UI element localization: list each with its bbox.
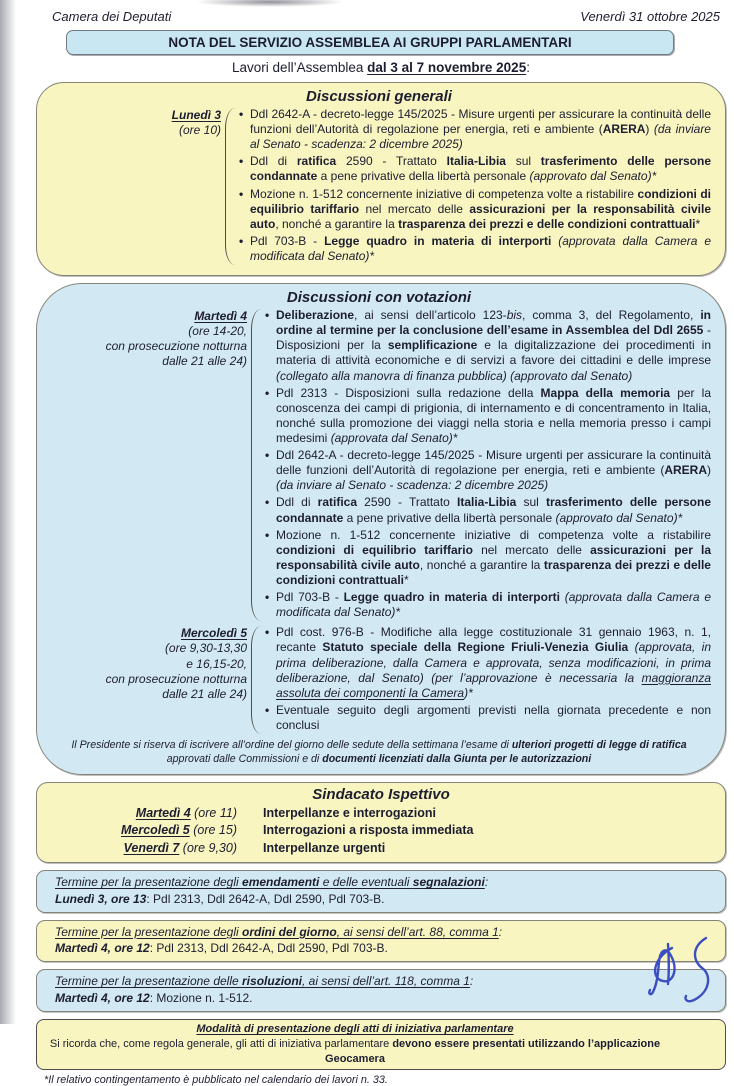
document-content	[36, 0, 726, 1086]
agenda-item: • Deliberazione, ai sensi dell’articolo 123-bis, comma 3, del Regolamento, in ordine al termine per la conclusione dell’esame in Assemblea del Ddl 2655 - Disposizioni per la semplificazione e la digitalizzazione dei procedimenti in materia di attività economiche e di servizi a favore dei cittadini e delle imprese (collegato alla manovra di finanza pubblica) (approvato dal Senato)	[265, 308, 711, 384]
inspection-row	[49, 822, 713, 840]
document-header	[36, 0, 726, 29]
agenda-item: • Mozione n. 1-512 concernente iniziative di competenza volte a ristabilire condizioni di equilibrio tariffario nel mercato delle assicurazioni per la responsabilità civile auto, nonché a garantire la trasparenza dei prezzi e delle condizioni contrattuali*	[265, 528, 711, 588]
deadline-heading: Termine per la presentazione degli ordini del giorno, ai sensi dell’art. 88, comma 1:	[55, 924, 503, 939]
section-discussioni-con-votazioni	[36, 283, 726, 774]
inspection-row	[49, 805, 713, 823]
title-box	[66, 30, 674, 55]
day-schedule-row	[45, 107, 713, 266]
subtitle: Lavori dell’Assemblea dal 3 al 7 novembre 2025:	[232, 60, 530, 75]
notice-title: Modalità di presentazione degli atti di iniziativa parlamentare	[196, 1022, 514, 1035]
inspection-when: Mercoledì 5 (ore 15)	[120, 823, 237, 838]
inspection-what: Interpellanze e interrogazioni	[263, 805, 436, 820]
agenda-item: • Ddl di ratifica 2590 - Trattato Italia-Libia sul trasferimento delle persone condannate a pene privative della libertà personale (approvato dal Senato)*	[265, 495, 711, 525]
agenda-item: • Ddl 2642-A - decreto-legge 145/2025 - Misure urgenti per assicurare la continuità delle funzioni dell’Autorità di regolazione per energia, reti e ambiente (ARERA) (da inviare al Senato - scadenza: 2 dicembre 2025)	[239, 107, 711, 152]
deadline-heading: Termine per la presentazione degli emendamenti e delle eventuali segnalazioni:	[55, 875, 489, 890]
scan-edge-shadow	[0, 0, 16, 1024]
inspection-when: Venerdì 7 (ore 9,30)	[123, 840, 237, 855]
day-schedule-row	[45, 625, 713, 735]
notice-modalita-presentazione	[36, 1019, 726, 1071]
section-title: Discussioni generali	[306, 88, 452, 105]
day-label: Lunedì 3 (ore 10)	[171, 108, 221, 138]
notice-body: Si ricorda che, come regola generale, gli atti di iniziativa parlamentare devono essere presentati utilizzando l’applicazione Geocamera	[49, 1037, 661, 1065]
inspection-row	[49, 840, 713, 858]
inspection-what: Interpellanze urgenti	[263, 840, 386, 855]
section-discussioni-generali	[36, 82, 726, 276]
day-label: Martedì 4 (ore 14-20, con prosecuzione notturna dalle 21 alle 24)	[105, 309, 247, 369]
deadline-heading: Termine per la presentazione delle risoluzioni, ai sensi dell’art. 118, comma 1:	[55, 974, 474, 989]
agenda-item: • Ddl 2642-A - decreto-legge 145/2025 - Misure urgenti per assicurare la continuità delle funzioni dell’Autorità di regolazione per energia, reti e ambiente (ARERA) (da inviare al Senato - scadenza: 2 dicembre 2025)	[265, 448, 711, 493]
agenda-item: • Ddl di ratifica 2590 - Trattato Italia-Libia sul trasferimento delle persone condannate a pene privative della libertà personale (approvato dal Senato)*	[239, 154, 711, 184]
agenda-list	[239, 107, 713, 266]
inspection-when: Martedì 4 (ore 11)	[135, 805, 237, 820]
section-title: Sindacato Ispettivo	[312, 785, 450, 803]
deadline-detail: Lunedì 3, ore 13: Pdl 2313, Ddl 2642-A, Ddl 2590, Pdl 703-B.	[55, 891, 385, 906]
schedule-days	[45, 308, 713, 735]
president-reservation-note: Il Presidente si riserva di iscrivere all’ordine del giorno delle sedute della settimana l’esame di ulteriori progetti di legge di ratifica approvati dalle Commissioni e di documenti licenziati dalla Giunta per le autorizzazioni	[71, 739, 687, 765]
section-sindacato-ispettivo	[36, 782, 726, 864]
deadline-detail: Martedì 4, ore 12: Pdl 2313, Ddl 2642-A, Ddl 2590, Pdl 703-B.	[55, 941, 388, 956]
page-title: NOTA DEL SERVIZIO ASSEMBLEA AI GRUPPI PARLAMENTARI	[168, 35, 572, 50]
agenda-item: • Eventuale seguito degli argomenti previsti nella giornata precedente e non conclusi	[265, 703, 711, 733]
agenda-list	[265, 625, 713, 735]
bracket-parenthesis	[251, 626, 262, 734]
agenda-item: • Pdl cost. 976-B - Modifiche alla legge costituzionale 31 gennaio 1963, n. 1, recante Statuto speciale della Regione Friuli-Venezia Giulia (approvata, in prima deliberazione, dalla Camera e approvata, senza modificazioni, in prima deliberazione, dal Senato) (per l’approvazione è necessaria la maggioranza assoluta dei componenti la Camera)*	[265, 625, 711, 701]
schedule-days	[45, 107, 713, 266]
agenda-item: • Pdl 703-B - Legge quadro in materia di interporti (approvata dalla Camera e modificata dal Senato)*	[265, 590, 711, 620]
deadline-risoluzioni	[36, 969, 726, 1012]
agenda-item: • Mozione n. 1-512 concernente iniziative di competenza volte a ristabilire condizioni di equilibrio tariffario nel mercato delle assicurazioni per la responsabilità civile auto, nonché a garantire la trasparenza dei prezzi e delle condizioni contrattuali*	[239, 187, 711, 232]
bracket-parenthesis	[225, 108, 236, 265]
deadline-detail: Martedì 4, ore 12: Mozione n. 1-512.	[55, 991, 253, 1006]
deadline-emendamenti	[36, 870, 726, 913]
header-institution: Camera dei Deputati	[52, 9, 172, 24]
inspection-what: Interrogazioni a risposta immediata	[263, 823, 474, 838]
inspection-rows	[49, 805, 713, 858]
bracket-parenthesis	[251, 309, 262, 621]
agenda-list	[265, 308, 713, 622]
day-label: Mercoledì 5 (ore 9,30-13,30 e 16,15-20, con prosecuzione notturna dalle 21 alle 24)	[105, 626, 247, 701]
agenda-item: • Pdl 703-B - Legge quadro in materia di interporti (approvata dalla Camera e modificata dal Senato)*	[239, 234, 711, 264]
header-date: Venerdì 31 ottobre 2025	[580, 9, 720, 24]
agenda-item: • Pdl 2313 - Disposizioni sulla redazione della Mappa della memoria per la conoscenza dei campi di prigionia, di internamento e di concentramento in Italia, nonché sulla promozione dei viaggi nella storia e nella memoria presso i campi medesimi (approvata dal Senato)*	[265, 386, 711, 446]
handwritten-signature	[638, 934, 730, 1012]
day-schedule-row	[45, 308, 713, 622]
deadline-ordini-del-giorno	[36, 920, 726, 963]
contingentamento-footnote: *Il relativo contingentamento è pubblicato nel calendario dei lavori n. 33.	[44, 1074, 388, 1086]
section-title: Discussioni con votazioni	[286, 289, 472, 307]
